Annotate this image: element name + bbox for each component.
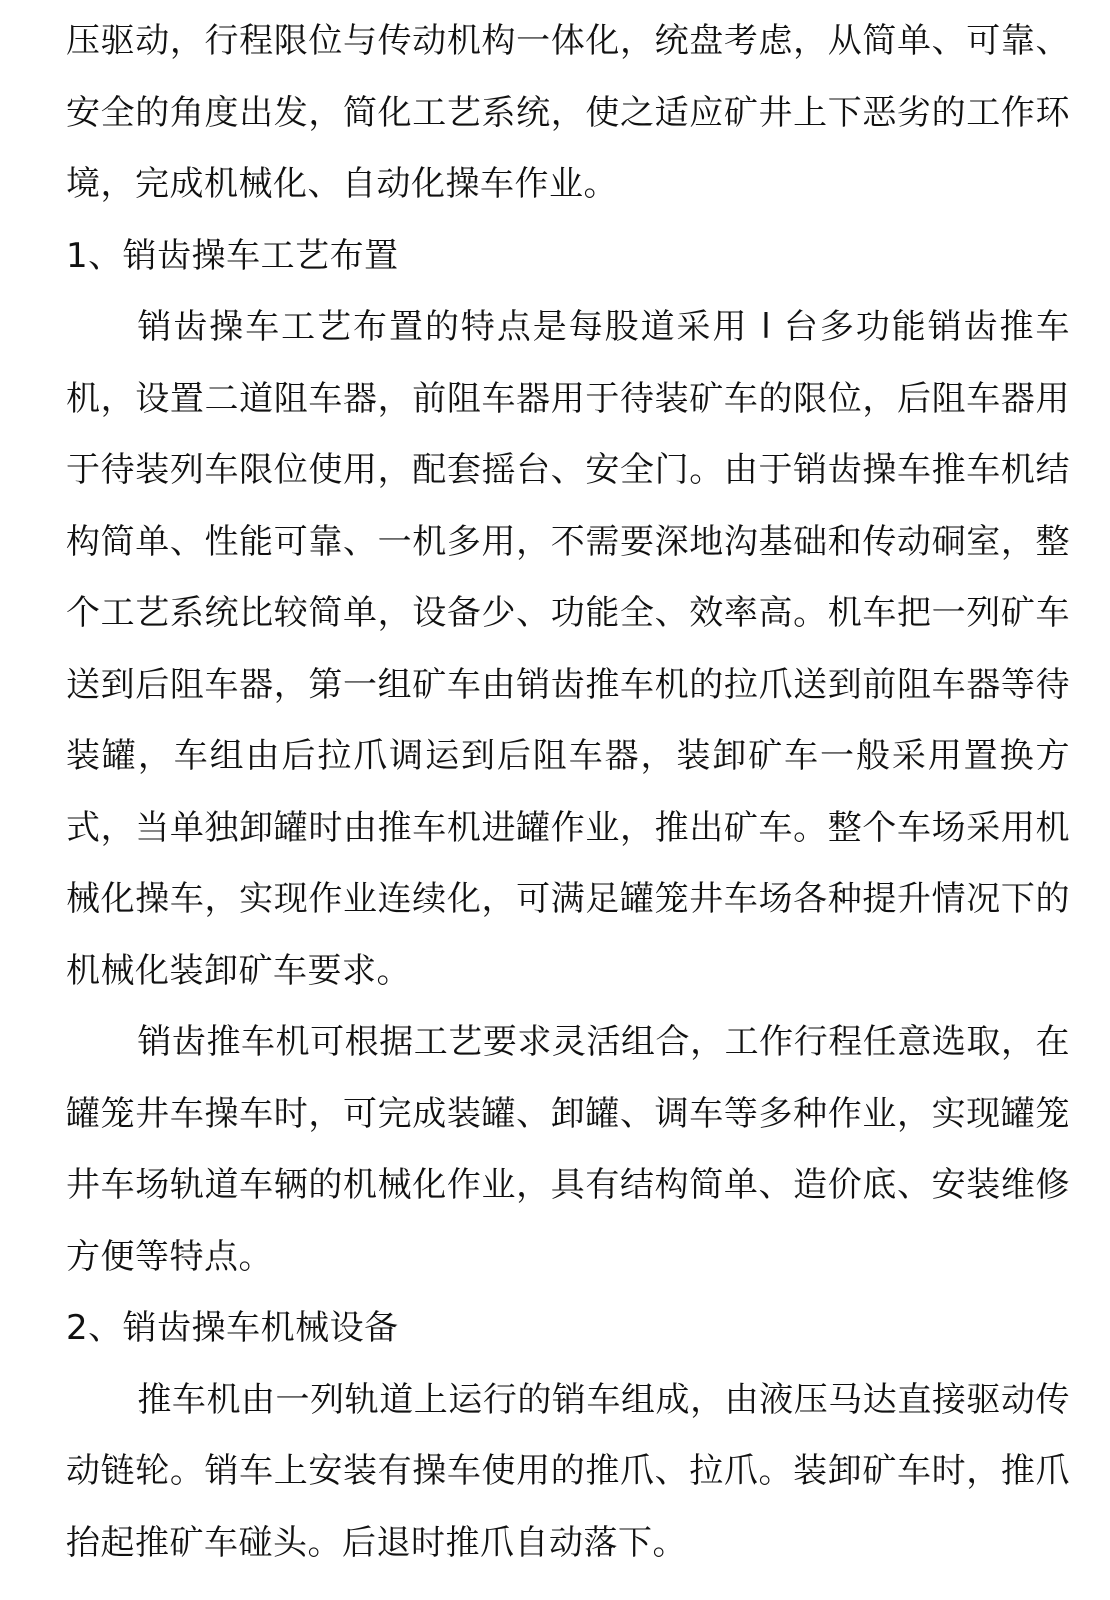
body-paragraph: 推车机由一列轨道上运行的销车组成，由液压马达直接驱动传动链轮。销车上安装有操车使用的推爪、拉爪。装卸矿车时，推爪抬起推矿车碰头。后退时推爪自动落下。	[66, 1379, 1070, 1563]
section-2	[66, 1293, 1070, 1579]
section-heading: 2、销齿操车机械设备	[66, 1308, 399, 1348]
intro-paragraph: 压驱动，行程限位与传动机构一体化，统盘考虑，从简单、可靠、安全的角度出发，简化工艺系统，使之适应矿井上下恶劣的工作环境，完成机械化、自动化操车作业。	[66, 21, 1070, 204]
section-heading: 1、销齿操车工艺布置	[66, 235, 399, 276]
body-paragraph: 销齿推车机可根据工艺要求灵活组合，工作行程任意选取，在罐笼井车操车时，可完成装罐、卸罐、调车等多种作业，实现罐笼井车场轨道车辆的机械化作业，具有结构简单、造价底、安装维修方便等特点。	[66, 1022, 1070, 1277]
section-1	[66, 221, 1070, 1294]
body-paragraph: 销齿操车工艺布置的特点是每股道采用 l 台多功能销齿推车机，设置二道阻车器，前阻车器用于待装矿车的限位，后阻车器用于待装列车限位使用，配套摇台、安全门。由于销齿操车推车机结构简单、性能可靠、一机多用，不需要深地沟基础和传动硐室，整个工艺系统比较简单，设备少、功能全、效率高。机车把一列矿车送到后阻车器，第一组矿车由销齿推车机的拉爪送到前阻车器等待装罐，车组由后拉爪调运到后阻车器，装卸矿车一般采用置换方式，当单独卸罐时由推车机进罐作业，推出矿车。整个车场采用机械化操车，实现作业连续化，可满足罐笼井车场各种提升情况下的机械化装卸矿车要求。	[66, 307, 1070, 991]
